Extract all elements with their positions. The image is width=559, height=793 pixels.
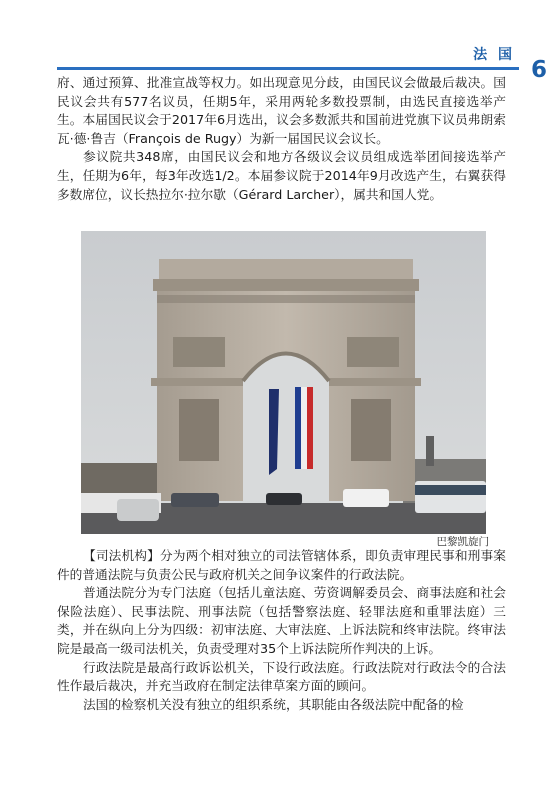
paragraph: 普通法院分为专门法庭（包括儿童法庭、劳资调解委员会、商事法庭和社会保险法庭）、民事法院、刑事法院（包括警察法庭、轻罪法庭和重罪法庭）三类，并在纵向上分为四级：初审法庭、大审法庭、上诉法院和终审法院。终审法院是最高一级司法机关，负责受理对35个上诉法院所作判决的上诉。 [57, 585, 506, 656]
photo-caption: 巴黎凯旋门 [436, 536, 489, 548]
arc-de-triomphe-photo [81, 231, 486, 534]
page-number: 6 [530, 57, 547, 83]
header-divider [57, 67, 519, 70]
top-text-block [57, 74, 506, 204]
paragraph: 行政法院是最高行政诉讼机关，下设行政法庭。行政法院对行政法令的合法性作最后裁决，并充当政府在制定法律草案方面的顾问。 [57, 659, 506, 694]
bottom-text-block [57, 547, 506, 714]
paragraph: 法国的检察机关没有独立的组织系统，其职能由各级法院中配备的检 [83, 696, 464, 712]
paragraph: 【司法机构】分为两个相对独立的司法管辖体系，即负责审理民事和刑事案件的普通法院与负责公民与政府机关之间争议案件的行政法院。 [57, 548, 506, 582]
paragraph: 府、通过预算、批准宣战等权力。如出现意见分歧，由国民议会做最后裁决。国民议会共有577名议员，任期5年，采用两轮多数投票制，由选民直接选举产生。本届国民议会于2017年6月选出，议会多数派共和国前进党旗下议员弗朗索瓦·德·鲁吉（François de Rugy）为新一届国民议会议长。 [57, 75, 506, 146]
paragraph: 参议院共348席，由国民议会和地方各级议会议员组成选举团间接选举产生，任期为6年，每3年改选1/2。本届参议院于2014年9月改选产生，右翼获得多数席位，议长热拉尔·拉尔歇（Gérard Larcher），属共和国人党。 [57, 149, 506, 202]
section-title: 法 国 [473, 47, 515, 63]
